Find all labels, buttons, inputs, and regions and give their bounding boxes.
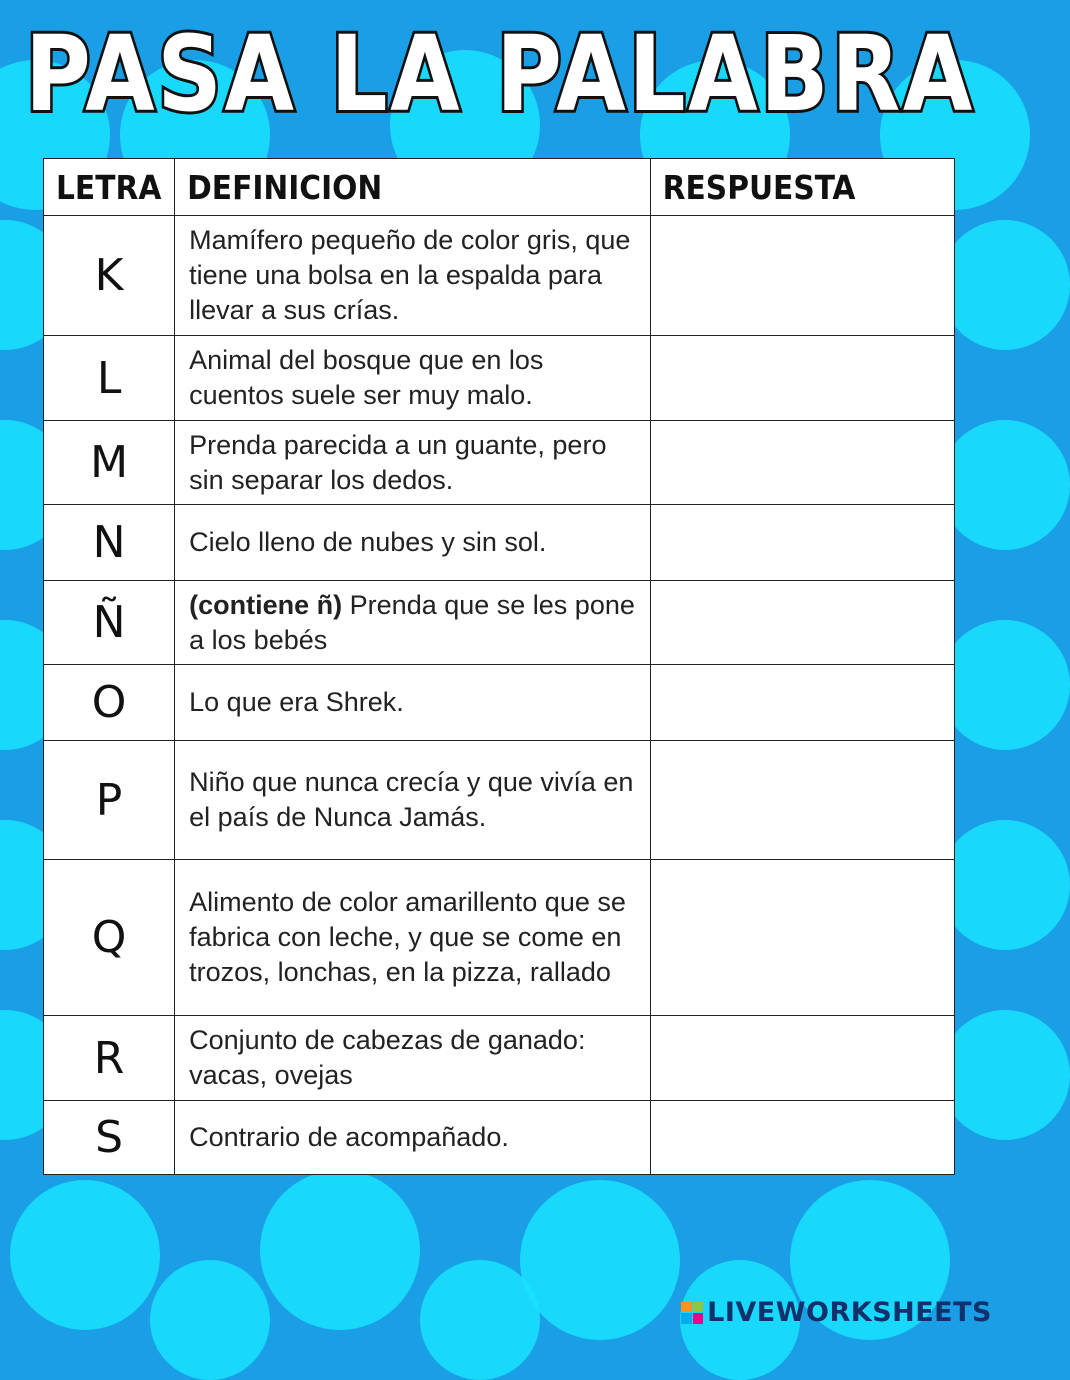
row-definition (175, 1016, 651, 1101)
table-row (44, 1101, 955, 1175)
page-title (0, 8, 1000, 138)
definition-text: Prenda que se les pone a los bebés (189, 589, 635, 655)
definition-text: Niño que nunca crecía y que vivía en el país de Nunca Jamás. (189, 767, 634, 832)
definition-text: Contrario de acompañado. (189, 1122, 509, 1152)
row-letter: Q (44, 860, 175, 1016)
liveworksheets-logo-icon (681, 1302, 703, 1324)
table-row (44, 216, 955, 336)
table-row (44, 421, 955, 505)
row-letter: Ñ (44, 581, 175, 665)
row-definition (175, 505, 651, 581)
row-definition (175, 421, 651, 505)
definition-text: Prenda parecida a un guante, pero sin separar los dedos. (189, 429, 607, 495)
answer-field[interactable] (650, 860, 954, 1016)
answer-field[interactable] (650, 505, 954, 581)
title-text: PASA LA PALABRA (25, 13, 975, 135)
answer-field[interactable] (650, 421, 954, 505)
brand-name: LIVEWORKSHEETS (707, 1297, 992, 1328)
worksheet-table (43, 158, 955, 1175)
table-row (44, 665, 955, 741)
row-letter: K (44, 216, 175, 336)
definition-text: Cielo lleno de nubes y sin sol. (189, 527, 547, 557)
table-row (44, 860, 955, 1016)
table-row (44, 581, 955, 665)
answer-field[interactable] (650, 581, 954, 665)
row-definition (175, 336, 651, 421)
liveworksheets-branding[interactable] (681, 1297, 992, 1328)
answer-field[interactable] (650, 1101, 954, 1175)
row-letter: P (44, 741, 175, 860)
row-letter: L (44, 336, 175, 421)
definition-text: Conjunto de cabezas de ganado: vacas, ovejas (189, 1025, 586, 1090)
answer-field[interactable] (650, 336, 954, 421)
table-row (44, 741, 955, 860)
definition-text: Lo que era Shrek. (189, 687, 404, 717)
row-letter: O (44, 665, 175, 741)
answer-field[interactable] (650, 1016, 954, 1101)
table-row (44, 1016, 955, 1101)
row-definition (175, 860, 651, 1016)
answer-field[interactable] (650, 741, 954, 860)
table-header-row (44, 159, 955, 216)
row-definition (175, 216, 651, 336)
row-letter: R (44, 1016, 175, 1101)
row-letter: S (44, 1101, 175, 1175)
header-letter: LETRA (44, 159, 175, 216)
answer-field[interactable] (650, 665, 954, 741)
header-answer: RESPUESTA (650, 159, 954, 216)
row-letter: N (44, 505, 175, 581)
definition-text: Alimento de color amarillento que se fabrica con leche, y que se come en trozos, lonchas, en la pizza, rallado (189, 887, 626, 987)
definition-text: Mamífero pequeño de color gris, que tiene una bolsa en la espalda para llevar a sus crías. (189, 225, 631, 325)
table-row (44, 505, 955, 581)
row-definition (175, 741, 651, 860)
row-definition (175, 665, 651, 741)
row-letter: M (44, 421, 175, 505)
definition-text: Animal del bosque que en los cuentos suele ser muy malo. (189, 345, 544, 410)
header-definition: DEFINICION (175, 159, 651, 216)
table-row (44, 336, 955, 421)
row-definition (175, 1101, 651, 1175)
answer-field[interactable] (650, 216, 954, 336)
worksheet-table-container (43, 158, 955, 1175)
definition-prefix: (contiene ñ) (189, 589, 343, 620)
row-definition (175, 581, 651, 665)
